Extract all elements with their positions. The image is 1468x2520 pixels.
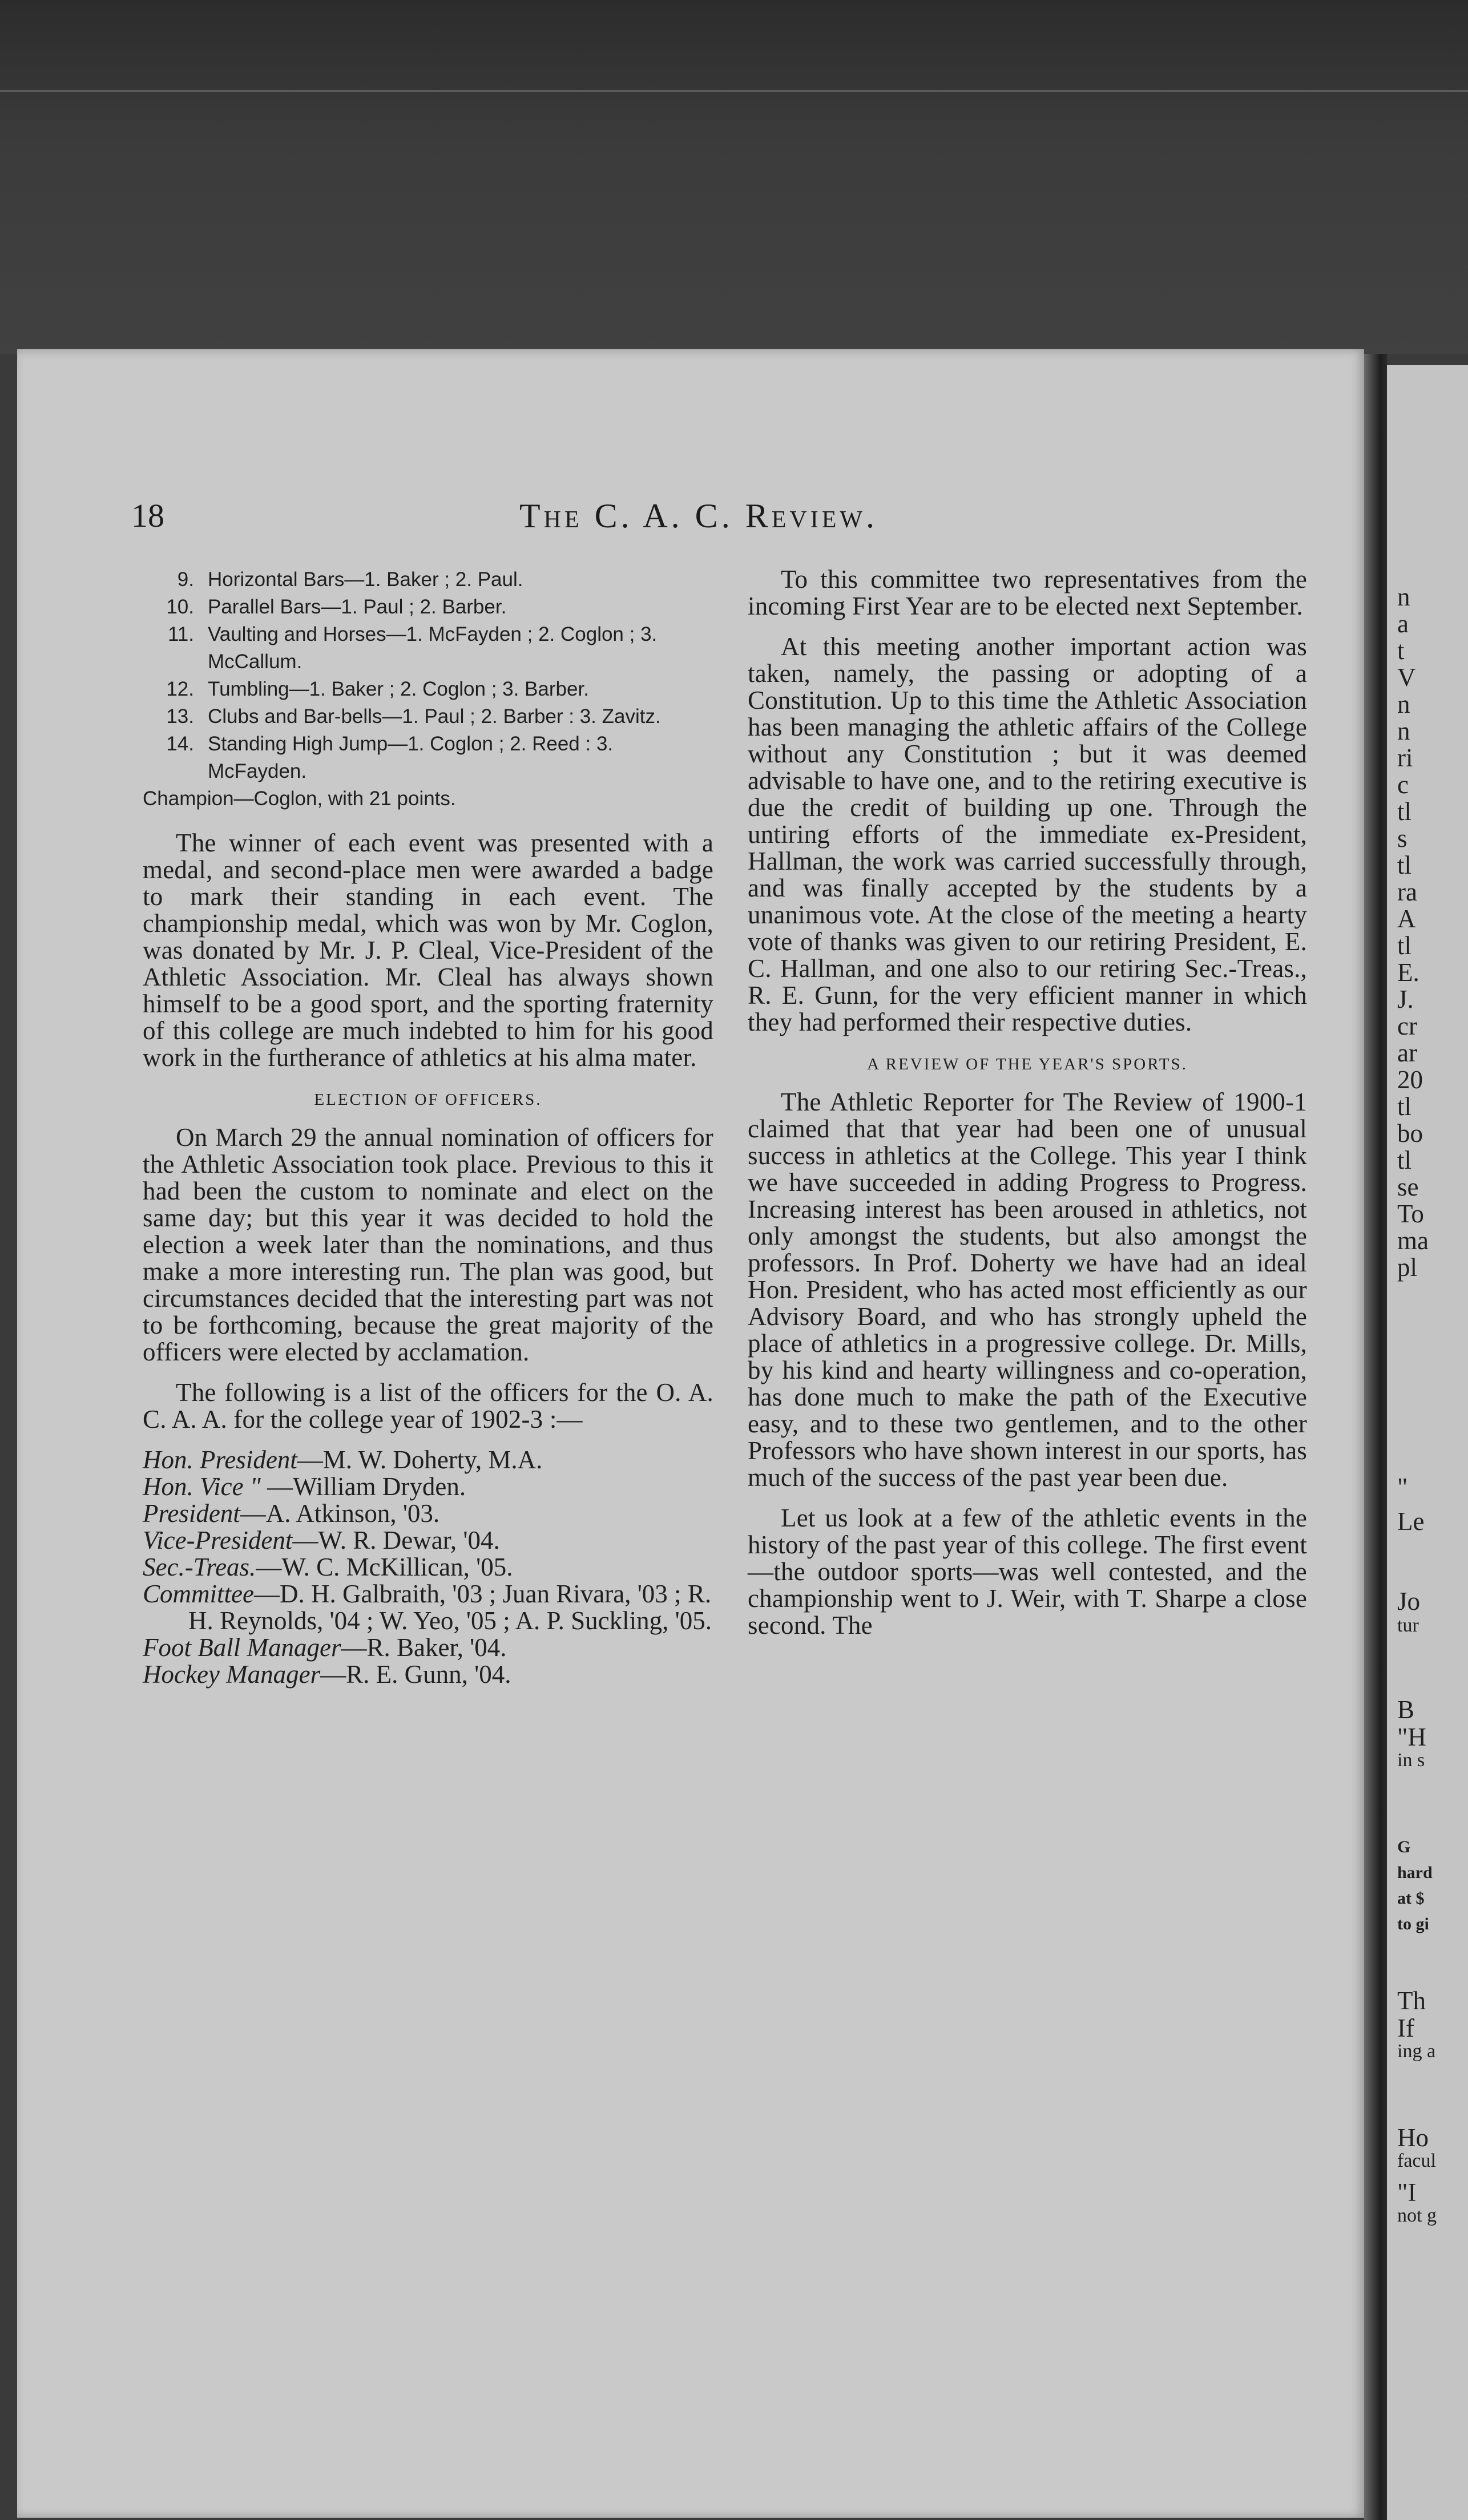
facing-fragment: tl — [1397, 931, 1412, 960]
facing-fragment: Ho — [1397, 2123, 1429, 2152]
paragraph-committee: To this committee two representatives from the incoming First Year are to be elected next September. — [748, 565, 1307, 620]
facing-fragment: G — [1397, 1838, 1411, 1856]
list-item: 12. Tumbling—1. Baker ; 2. Coglon ; 3. Barber. — [166, 678, 589, 700]
facing-fragment: t — [1397, 636, 1405, 665]
facing-fragment: n — [1397, 583, 1410, 611]
list-item: Hockey Manager—R. E. Gunn, '04. — [143, 1660, 511, 1689]
paragraph-constitution: At this meeting another important action was taken, namely, the passing or adopting of a Constitution. Up to this time the Athletic Association has been managing the athletic affairs of the College without any Constitution ; but it was deemed advisable to have one, and to the retiring executive is due the credit of building up one. Through the untiring efforts of the immediate ex-President, Hallman, the work was carried successfully through, and was finally accepted by the students by a unanimous vote. At the close of the meeting a hearty vote of thanks was given to our retiring President, E. C. Hallman, and one also to our retiring Sec.-Treas., R. E. Gunn, for the very efficient manner in which they had performed their respective duties. — [748, 632, 1307, 1036]
page-header — [131, 496, 1318, 542]
paragraph-nomination: On March 29 the annual nomination of officers for the Athletic Association took place. Previous to this it had been the custom to nominate and elect on the same day; but this year it was decided to hold the election a week later than the nominations, and thus make a more interesting run. The plan was good, but circumstances decided that the interesting part was not to be forthcoming, because the great majority of the officers were elected by acclamation. — [143, 1123, 713, 1366]
event-results-list — [143, 566, 713, 785]
facing-fragment: Th — [1397, 1986, 1426, 2015]
facing-fragment: B — [1397, 1695, 1415, 1724]
facing-fragment: facul — [1397, 2150, 1436, 2171]
facing-page-edge — [1387, 365, 1468, 2520]
scan-background — [0, 0, 1468, 354]
list-item: 11. Vaulting and Horses—1. McFayden ; 2. Coglon ; 3. McCallum. — [167, 623, 658, 673]
scan-edge-line — [0, 90, 1468, 92]
facing-fragment: tl — [1397, 851, 1412, 879]
facing-fragment: "I — [1397, 2178, 1417, 2207]
facing-fragment: E. — [1397, 958, 1419, 987]
facing-fragment: tl — [1397, 797, 1412, 826]
list-item: Hon. Vice " —William Dryden. — [143, 1472, 466, 1501]
list-item: Hon. President—M. W. Doherty, M.A. — [143, 1445, 543, 1474]
paragraph-medals: The winner of each event was presented with a medal, and second-place men were awarded a badge to mark their standing in each event. The championship medal, which was won by Mr. Coglon, was donated by Mr. J. P. Cleal, Vice-President of the Athletic Association. Mr. Cleal has always shown himself to be a good sport, and the sporting fraternity of this college are much indebted to him for his good work in the furtherance of athletics at his alma mater. — [143, 829, 713, 1072]
magazine-page — [17, 349, 1364, 2518]
page-number: 18 — [131, 497, 164, 534]
list-item: 14. Standing High Jump—1. Coglon ; 2. Reed : 3. McFayden. — [166, 733, 614, 782]
facing-fragment: Le — [1397, 1507, 1425, 1536]
facing-fragment: s — [1397, 824, 1407, 853]
facing-fragment: V — [1397, 663, 1416, 692]
facing-fragment: se — [1397, 1173, 1419, 1201]
list-item: Vice-President—W. R. Dewar, '04. — [143, 1526, 500, 1554]
facing-fragment: A — [1397, 904, 1416, 933]
facing-fragment: ra — [1397, 878, 1417, 906]
facing-fragment: Jo — [1397, 1587, 1421, 1616]
facing-fragment: to gi — [1397, 1915, 1429, 1933]
facing-fragment: hard — [1397, 1863, 1433, 1882]
facing-fragment: bo — [1397, 1119, 1423, 1148]
facing-fragment: To — [1397, 1200, 1424, 1228]
facing-fragment: tur — [1397, 1615, 1419, 1636]
facing-fragment: a — [1397, 609, 1409, 638]
facing-fragment: cr — [1397, 1012, 1417, 1040]
facing-fragment: ma — [1397, 1226, 1429, 1255]
facing-fragment: J. — [1397, 985, 1414, 1013]
section-heading-election: ELECTION OF OFFICERS. — [314, 1091, 542, 1109]
running-title: The C. A. C. Review. — [519, 497, 878, 535]
paragraph-events: Let us look at a few of the athletic events in the history of the past year of this college. The first event—the outdoor sports—was well contested, and the championship went to J. Weir, with T. Sharpe a close second. The — [748, 1504, 1307, 1639]
list-item: President—A. Atkinson, '03. — [143, 1499, 440, 1528]
list-item: 10. Parallel Bars—1. Paul ; 2. Barber. — [166, 596, 507, 618]
facing-fragment: ar — [1397, 1039, 1417, 1067]
list-item: Committee—D. H. Galbraith, '03 ; Juan Rivara, '03 ; R. H. Reynolds, '04 ; W. Yeo, '05 ; A. P. Suckling, '05. — [143, 1580, 712, 1635]
officers-list — [143, 1447, 713, 1688]
facing-fragment: " — [1397, 1473, 1408, 1501]
facing-fragment: at $ — [1397, 1889, 1425, 1908]
facing-fragment: n — [1397, 717, 1410, 745]
facing-fragment: tl — [1397, 1092, 1412, 1121]
facing-fragment: tl — [1397, 1146, 1412, 1174]
facing-fragment: c — [1397, 770, 1409, 799]
list-item: Sec.-Treas.—W. C. McKillican, '05. — [143, 1553, 513, 1581]
left-column — [143, 566, 713, 1688]
section-heading-review: A REVIEW OF THE YEAR'S SPORTS. — [867, 1055, 1188, 1073]
facing-fragment: 20 — [1397, 1065, 1423, 1094]
facing-fragment: pl — [1397, 1253, 1418, 1282]
paragraph-officer-list-intro: The following is a list of the officers for the O. A. C. A. A. for the college year of 1902-3 :— — [143, 1378, 713, 1433]
champion-line: Champion—Coglon, with 21 points. — [143, 788, 456, 810]
list-item: 13. Clubs and Bar-bells—1. Paul ; 2. Barber : 3. Zavitz. — [166, 705, 661, 728]
facing-fragment: in s — [1397, 1750, 1425, 1771]
facing-fragment: ri — [1397, 744, 1413, 772]
paragraph-review: The Athletic Reporter for The Review of 1900-1 claimed that that year had been one of unusual success in athletics at the College. This year I think we have succeeded in adding Progress to Progress. Increasing interest has been aroused in athletics, not only amongst the students, but also amongst the professors. In Prof. Doherty we have had an ideal Hon. President, who has acted most efficiently as our Advisory Board, and who has strongly upheld the place of athletics in a progressive college. Dr. Mills, by his kind and hearty willingness and co-operation, has done much to make the path of the Executive easy, and to these two gentlemen, and to the other Professors who have shown interest in our sports, has much of the success of the past year been due. — [748, 1088, 1307, 1492]
facing-fragment: n — [1397, 690, 1410, 718]
facing-fragment: "H — [1397, 1723, 1426, 1751]
book-gutter — [1364, 354, 1387, 2520]
list-item: Foot Ball Manager—R. Baker, '04. — [143, 1633, 507, 1662]
facing-fragment: ing a — [1397, 2041, 1436, 2062]
facing-fragment: not g — [1397, 2205, 1437, 2226]
right-column — [748, 566, 1307, 1653]
list-item: 9. Horizontal Bars—1. Baker ; 2. Paul. — [177, 568, 523, 591]
facing-fragment: If — [1397, 2014, 1414, 2042]
